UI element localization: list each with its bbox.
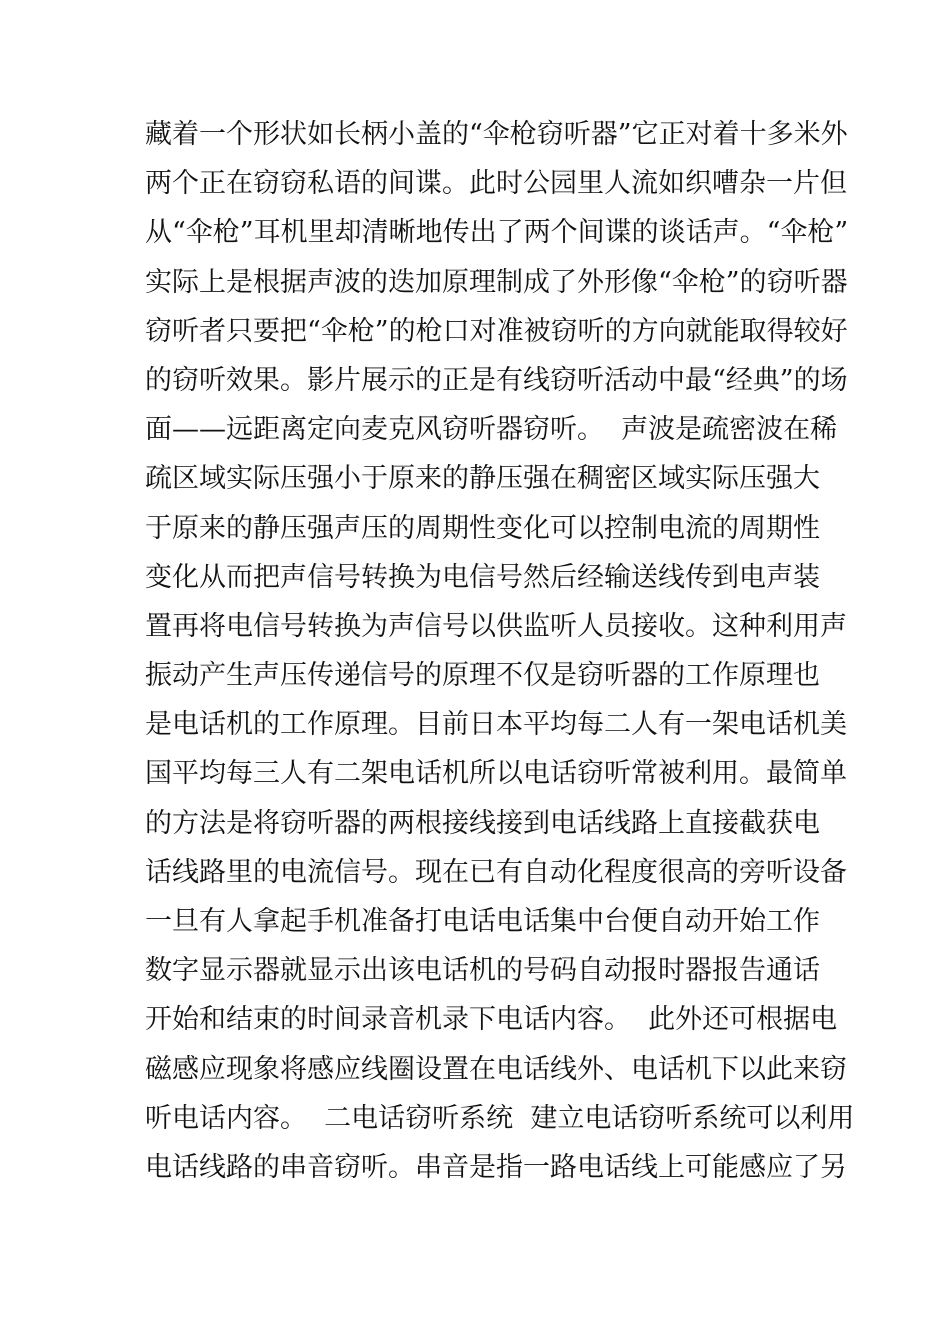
text-line: 听电话内容。 二电话窃听系统 建立电话窃听系统可以利用 bbox=[145, 1102, 855, 1134]
text-line: 是电话机的工作原理。目前日本平均每二人有一架电话机美 bbox=[145, 709, 847, 741]
text-line: 两个正在窃窃私语的间谍。此时公园里人流如织嘈杂一片但 bbox=[145, 168, 847, 200]
text-line: 窃听者只要把“伞枪”的枪口对准被窃听的方向就能取得较好 bbox=[145, 315, 848, 347]
text-line: 藏着一个形状如长柄小盖的“伞枪窃听器”它正对着十多米外 bbox=[145, 119, 848, 150]
text-line: 疏区域实际压强小于原来的静压强在稠密区域实际压强大 bbox=[145, 463, 820, 495]
text-line: 的方法是将窃听器的两根接线接到电话线路上直接截获电 bbox=[145, 807, 820, 839]
text-line: 数字显示器就显示出该电话机的号码自动报时器报告通话 bbox=[145, 955, 820, 987]
body-text bbox=[145, 110, 855, 1192]
text-line: 实际上是根据声波的迭加原理制成了外形像“伞枪”的窃听器 bbox=[145, 266, 848, 298]
text-line: 国平均每三人有二架电话机所以电话窃听常被利用。最简单 bbox=[145, 758, 847, 790]
text-line: 开始和结束的时间录音机录下电话内容。 此外还可根据电 bbox=[145, 1004, 838, 1036]
text-line: 振动产生声压传递信号的原理不仅是窃听器的工作原理也 bbox=[145, 660, 820, 692]
text-line: 面——远距离定向麦克风窃听器窃听。 声波是疏密波在稀 bbox=[145, 414, 838, 446]
text-line: 电话线路的串音窃听。串音是指一路电话线上可能感应了另 bbox=[145, 1151, 847, 1183]
text-line: 一旦有人拿起手机准备打电话电话集中台便自动开始工作 bbox=[145, 906, 820, 937]
text-line: 磁感应现象将感应线圈设置在电话线外、电话机下以此来窃 bbox=[145, 1053, 847, 1085]
text-line: 话线路里的电流信号。现在已有自动化程度很高的旁听设备 bbox=[145, 856, 847, 888]
text-line: 的窃听效果。影片展示的正是有线窃听活动中最“经典”的场 bbox=[145, 364, 848, 396]
text-line: 从“伞枪”耳机里却清晰地传出了两个间谍的谈话声。“伞枪” bbox=[145, 217, 849, 249]
text-line: 置再将电信号转换为声信号以供监听人员接收。这种利用声 bbox=[145, 610, 847, 642]
text-line: 变化从而把声信号转换为电信号然后经输送线传到电声装 bbox=[145, 561, 820, 593]
text-line: 于原来的静压强声压的周期性变化可以控制电流的周期性 bbox=[145, 512, 820, 544]
